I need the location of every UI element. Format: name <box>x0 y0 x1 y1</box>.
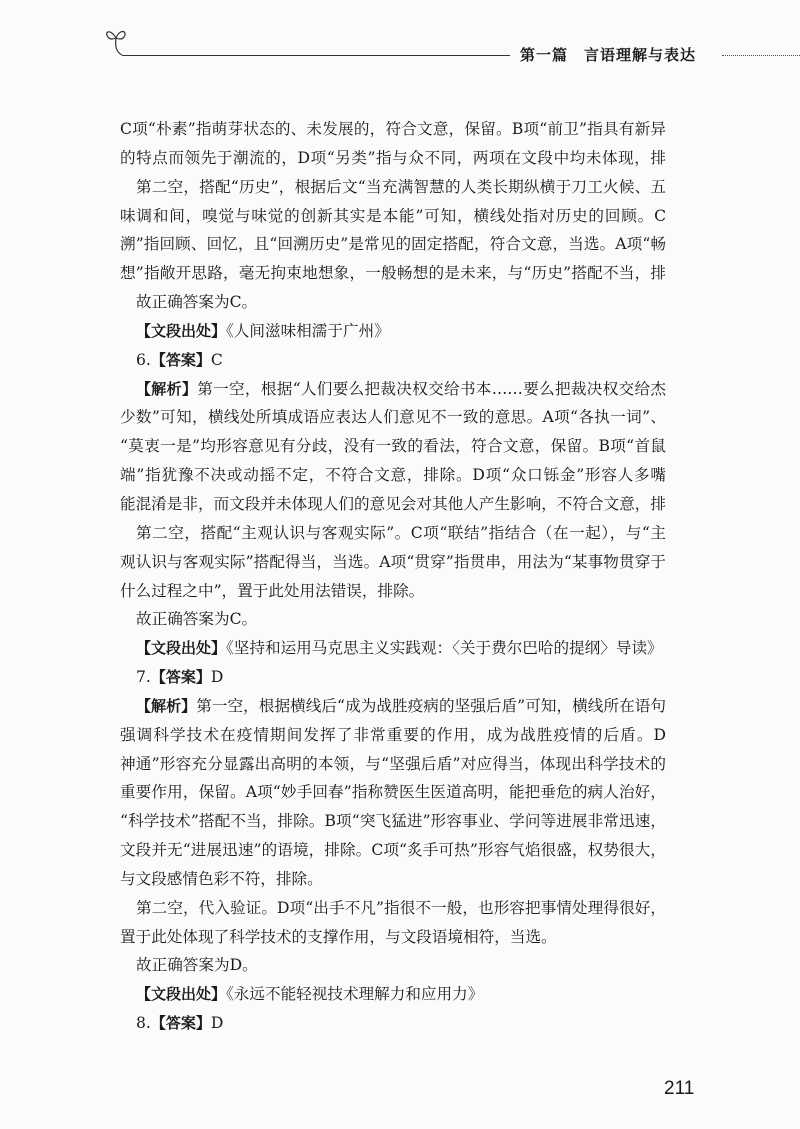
line-text: 强调科学技术在疫情期间发挥了非常重要的作用，成为战胜疫情的后盾。D <box>120 725 666 744</box>
text-line <box>120 634 666 663</box>
line-text: D <box>210 668 224 687</box>
text-line <box>120 490 666 519</box>
text-line <box>120 115 666 144</box>
line-text: “科学技术”搭配不当，排除。B项“突飞猛进”形容事业、学问等进展非常迅速， <box>120 812 666 831</box>
text-line <box>120 951 666 980</box>
section-label: 【答案】 <box>150 1014 211 1033</box>
line-text: C项“朴素”指萌芽状态的、未发展的，符合文意，保留。B项“前卫”指具有新异 <box>120 120 666 138</box>
text-line <box>120 173 666 202</box>
text-line <box>120 923 666 952</box>
text-line <box>120 202 666 231</box>
line-text: 重要作用，保留。A项“妙手回春”指称赞医生医道高明，能把垂危的病人治好， <box>120 783 666 802</box>
line-text: 神通”形容充分显露出高明的本领，与“坚强后盾”对应得当，体现出科学技术的 <box>120 754 666 773</box>
text-line <box>120 778 666 807</box>
chapter-title: 第一篇 言语理解与表达 <box>520 46 697 64</box>
text-line <box>120 807 666 836</box>
line-text: 第一空，根据“人们要么把裁决权交给书本……要么把裁决权交给杰 <box>197 379 666 398</box>
text-line <box>120 750 666 779</box>
page-number: 211 <box>664 1078 695 1099</box>
line-text: 故正确答案为D。 <box>136 956 258 975</box>
line-text: 能混淆是非，而文段并未体现人们的意见会对其他人产生影响，不符合文意，排 <box>120 494 666 513</box>
text-line <box>120 577 666 606</box>
line-text: 少数”可知，横线处所填成语应表达人们意见不一致的意思。A项“各执一词”、 <box>120 408 666 427</box>
line-text: 端”指犹豫不决或动摇不定，不符合文意，排除。D项“众口铄金”形容人多嘴 <box>120 466 666 485</box>
section-label: 【解析】 <box>136 379 198 398</box>
text-line <box>120 432 666 461</box>
line-text: 第二空，代入验证。D项“出手不凡”指很不一般，也形容把事情处理得很好， <box>136 898 666 917</box>
line-text: 文段并无“进展迅速”的语境，排除。C项“炙手可热”形容气焰很盛，权势很大， <box>120 841 666 860</box>
line-text: 第一空，根据横线后“成为战胜疫病的坚强后盾”可知，横线所在语句 <box>196 696 666 715</box>
line-text: 味调和间，嗅觉与味觉的创新其实是本能”可知，横线处指对历史的回顾。C <box>120 206 666 225</box>
text-line <box>120 865 666 894</box>
page-body <box>120 115 666 1038</box>
section-label: 【文段出处】 <box>136 321 227 340</box>
line-text: D <box>210 1014 224 1033</box>
section-label: 【答案】 <box>150 668 211 687</box>
text-line <box>120 375 666 404</box>
line-text: 溯”指回顾、回忆，且“回溯历史”是常见的固定搭配，符合文意，当选。A项“畅 <box>120 235 666 254</box>
line-text: 置于此处体现了科学技术的支撑作用，与文段语境相符，当选。 <box>120 927 557 946</box>
text-line <box>120 144 666 173</box>
text-line <box>120 836 666 865</box>
text-line <box>120 692 666 721</box>
section-label: 【文段出处】 <box>136 985 227 1004</box>
text-line <box>120 605 666 634</box>
line-text: 故正确答案为C。 <box>136 610 258 629</box>
section-label: 【文段出处】 <box>136 639 227 658</box>
question-number: 6. <box>136 350 151 369</box>
line-text: 想”指敞开思路，毫无拘束地想象，一般畅想的是未来，与“历史”搭配不当，排 <box>120 264 666 283</box>
line-text: 《永远不能轻视技术理解力和应用力》 <box>226 985 484 1004</box>
text-line <box>120 317 666 346</box>
text-line <box>120 403 666 432</box>
text-line <box>120 346 666 375</box>
line-text: “莫衷一是”均形容意见有分歧，没有一致的看法，符合文意，保留。B项“首鼠 <box>120 437 666 456</box>
text-line <box>120 894 666 923</box>
line-text: C <box>210 350 223 369</box>
text-line <box>120 461 666 490</box>
text-line <box>120 548 666 577</box>
sprout-icon <box>104 26 130 58</box>
question-number: 7. <box>136 668 151 687</box>
line-text: 《坚持和运用马克思主义实践观：〈关于费尔巴哈的提纲〉导读》 <box>226 639 663 658</box>
text-line <box>120 288 666 317</box>
text-line <box>120 1009 666 1038</box>
text-line <box>120 980 666 1009</box>
page-header <box>0 0 800 80</box>
text-line <box>120 259 666 288</box>
text-line <box>120 230 666 259</box>
text-line <box>120 721 666 750</box>
line-text: 的特点而领先于潮流的，D项“另类”指与众不同，两项在文段中均未体现，排 <box>120 148 666 167</box>
section-label: 【解析】 <box>136 696 197 715</box>
line-text: 什么过程之中”，置于此处用法错误，排除。 <box>120 581 425 600</box>
header-rule <box>122 55 510 56</box>
question-number: 8. <box>136 1014 151 1033</box>
line-text: 故正确答案为C。 <box>136 293 258 312</box>
section-label: 【答案】 <box>150 350 211 369</box>
line-text: 第二空，搭配“主观认识与客观实际”。C项“联结”指结合（在一起），与“主 <box>136 523 666 542</box>
line-text: 第二空，搭配“历史”，根据后文“当充满智慧的人类长期纵横于刀工火候、五 <box>136 177 666 196</box>
line-text: 《人间滋味相濡于广州》 <box>226 321 390 340</box>
line-text: 观认识与客观实际”搭配得当，当选。A项“贯穿”指贯串，用法为“某事物贯穿于 <box>120 552 666 571</box>
header-dotted-rule <box>722 55 800 56</box>
text-line <box>120 663 666 692</box>
line-text: 与文段感情色彩不符，排除。 <box>120 869 323 888</box>
text-line <box>120 519 666 548</box>
